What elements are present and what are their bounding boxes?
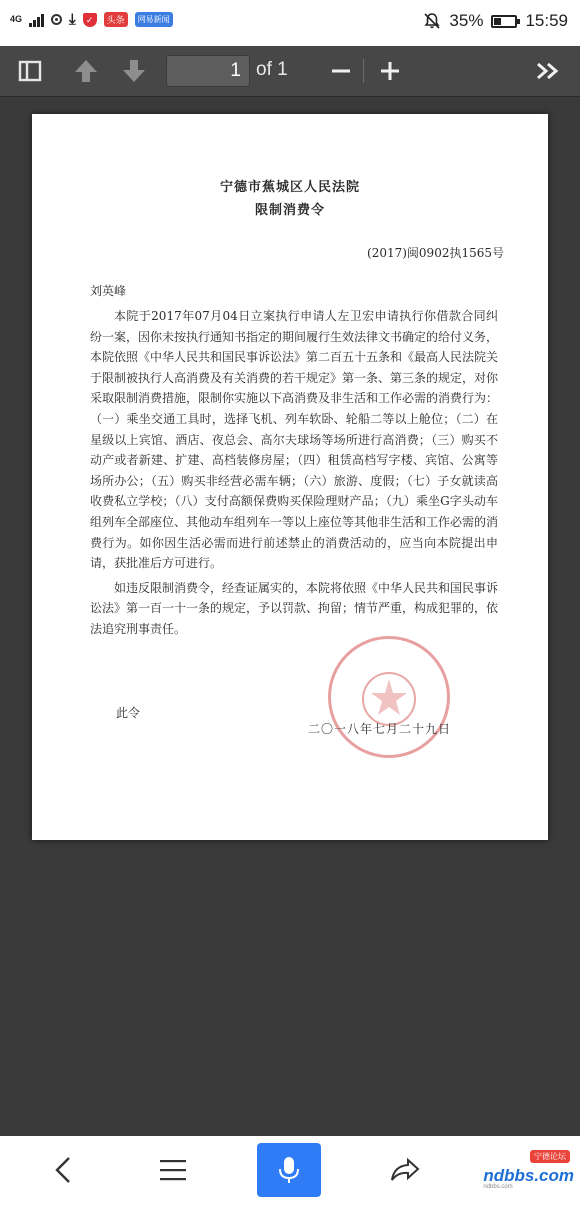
shield-app-icon: ✓ <box>83 13 97 27</box>
battery-percent: 35% <box>449 11 484 30</box>
zoom-in-button[interactable] <box>372 46 408 96</box>
pdf-toolbar <box>0 46 580 97</box>
voice-input-button[interactable] <box>257 1143 321 1197</box>
download-icon: ⤓ <box>69 10 76 28</box>
zoom-out-button[interactable] <box>324 46 358 96</box>
document-date: 二〇一八年七月二十九日 <box>308 722 452 736</box>
menu-button[interactable] <box>142 1142 204 1198</box>
battery-icon <box>491 15 517 28</box>
share-button[interactable] <box>374 1142 436 1198</box>
status-bar <box>0 0 580 46</box>
watermark-logo: ndbbs.com <box>483 1166 574 1185</box>
chevron-left-icon <box>53 1155 73 1185</box>
battery-level-fill <box>494 18 501 25</box>
document-page <box>32 114 548 840</box>
arrow-down-icon <box>121 58 147 84</box>
document-body <box>90 306 498 640</box>
toggle-sidebar-button[interactable] <box>12 46 48 96</box>
body-paragraph: 本院于2017年07月04日立案执行申请人左卫宏申请执行你借款合同纠纷一案，因你未按执行通知书指定的期间履行生效法律文书确定的给付义务，本院依照《中华人民共和国民事诉讼法》第二百五十五条和《最高人民法院关于限制被执行人高消费及有关消费的若干规定》第一条、第三条的规定，对你采取限制消费措施，限制你实施以下高消费及非生活和工作必需的消费行为：（一）乘坐交通工具时，选择飞机、列车软卧、轮船二等以上舱位；（二）在星级以上宾馆、酒店、夜总会、高尔夫球场等场所进行高消费；（三）购买不动产或者新建、扩建、高档装修房屋；（四）租赁高档写字楼、宾馆、公寓等场所办公；（五）购买非经营必需车辆；（六）旅游、度假；（七）子女就读高收费私立学校；（八）支付高额保费购买保险理财产品；（九）乘坐G字头动车组列车全部座位、其他动车组列车一等以上座位等其他非生活和工作必需的消费行为。如你因生活必需而进行前述禁止的消费活动的，应当向本院提出申请，获批准后方可进行。 <box>90 309 499 571</box>
minus-icon <box>331 61 351 81</box>
recipient-name: 刘英峰 <box>90 284 127 298</box>
watermark-subtitle: ndbbs.com <box>483 1184 513 1190</box>
more-tools-button[interactable] <box>530 46 566 96</box>
closing-text: 此令 <box>116 706 141 720</box>
toutiao-app-icon: 头条 <box>104 12 128 27</box>
clock-time: 15:59 <box>525 11 568 30</box>
bottom-navigation-bar <box>0 1136 580 1205</box>
next-page-button[interactable] <box>116 46 152 96</box>
network-type-label: 4G <box>10 14 23 24</box>
page-total-label: of 1 <box>256 59 288 80</box>
hotspot-icon <box>51 14 62 25</box>
status-right-icons <box>423 11 568 31</box>
news-app-icon: 网易新闻 <box>135 12 173 27</box>
site-watermark <box>483 1152 574 1190</box>
sidebar-icon <box>18 60 42 82</box>
hamburger-menu-icon <box>159 1158 187 1182</box>
watermark-tag: 宁德论坛 <box>530 1150 570 1163</box>
mute-bell-icon <box>423 12 441 30</box>
page-number-input[interactable]: 1 <box>166 55 250 87</box>
body-paragraph: 如违反限制消费令，经查证属实的，本院将依照《中华人民共和国民事诉讼法》第一百一十一条的规定，予以罚款、拘留；情节严重，构成犯罪的，依法追究刑事责任。 <box>90 580 499 636</box>
court-seal-stamp <box>328 636 450 758</box>
court-name: 宁德市蕉城区人民法院 <box>219 180 360 195</box>
signal-strength-icon <box>29 13 44 27</box>
document-title: 限制消费令 <box>254 203 325 218</box>
toolbar-divider <box>363 59 364 83</box>
previous-page-button[interactable] <box>68 46 104 96</box>
plus-icon <box>380 61 400 81</box>
document-viewer[interactable] <box>0 97 580 1135</box>
double-chevron-right-icon <box>535 61 561 81</box>
microphone-icon <box>278 1155 300 1185</box>
status-left-icons <box>10 12 173 27</box>
case-number: (2017)闽0902执1565号 <box>367 246 504 260</box>
share-arrow-icon <box>390 1157 420 1183</box>
back-button[interactable] <box>32 1142 94 1198</box>
arrow-up-icon <box>73 58 99 84</box>
